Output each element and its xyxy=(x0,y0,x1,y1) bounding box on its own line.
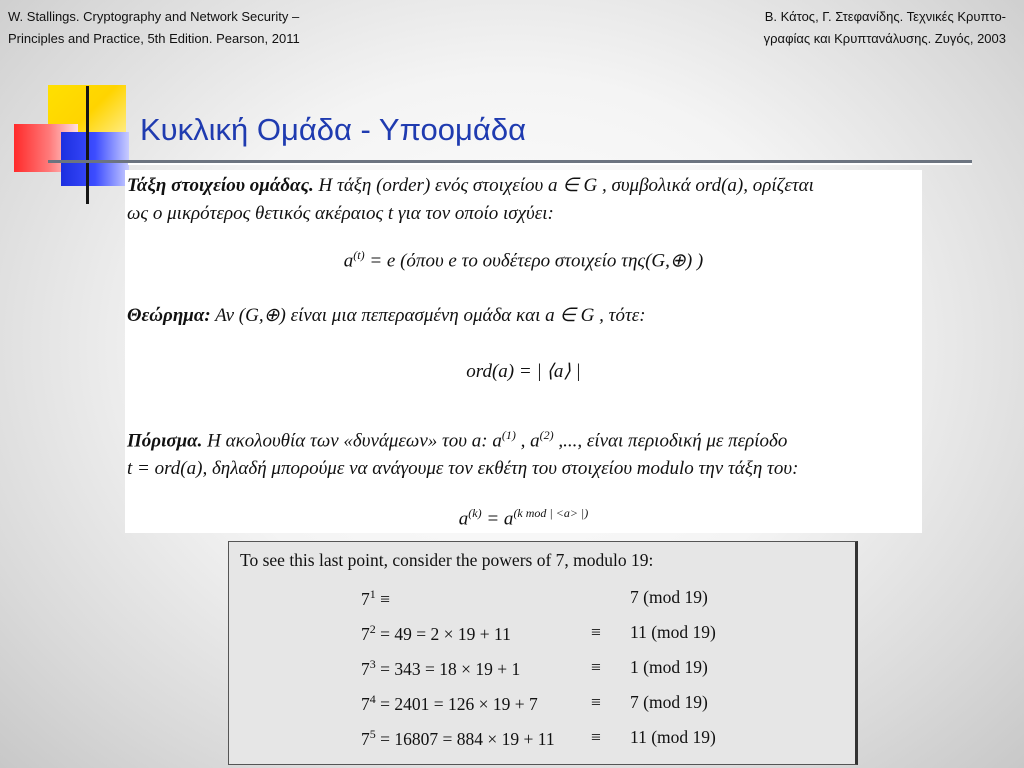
definition-text-part1: Η τάξη (order) ενός στοιχείου a ∈ G , συμβολικά ord(a), ορίζεται xyxy=(313,175,814,196)
row-base: 7 xyxy=(361,693,370,714)
example-row-lhs xyxy=(361,587,390,610)
corollary-term: Πόρισμα. xyxy=(127,430,203,452)
row-lhs-text: = 16807 = 884 × 19 + 11 xyxy=(375,728,555,749)
corollary-exp1: (1) xyxy=(501,428,516,442)
row-rhs: 7 (mod 19) xyxy=(630,587,708,607)
definition-formula-rest: = e (όπου e το ουδέτερο στοιχείο της(G,⊕) ) xyxy=(364,250,704,272)
row-base: 7 xyxy=(361,588,370,609)
theorem-text: Αν (G,⊕) είναι μια πεπερασμένη ομάδα και a ∈ G , τότε: xyxy=(210,305,646,326)
corollary-formula xyxy=(125,506,922,530)
row-rhs: 1 (mod 19) xyxy=(630,657,708,677)
row-base: 7 xyxy=(361,623,370,644)
corollary-formula-exp2: (k mod | <a> |) xyxy=(513,506,589,520)
reference-left-line2: Principles and Practice, 5th Edition. Pearson, 2011 xyxy=(8,31,300,46)
reference-right xyxy=(764,6,1006,50)
corollary-formula-base1: a xyxy=(458,508,469,530)
row-lhs-text: = 49 = 2 × 19 + 11 xyxy=(375,623,511,644)
row-congruence: ≡ xyxy=(591,692,601,712)
row-exp: 4 xyxy=(369,692,376,706)
row-congruence: ≡ xyxy=(591,657,601,677)
example-row-lhs xyxy=(361,622,511,645)
row-rhs: 11 (mod 19) xyxy=(630,727,716,747)
row-lhs-text: ≡ xyxy=(375,588,390,609)
definition-paragraph xyxy=(127,172,917,228)
corollary-exp2: (2) xyxy=(539,428,554,442)
example-box xyxy=(228,541,858,765)
row-rhs: 7 (mod 19) xyxy=(630,692,708,712)
theorem-term: Θεώρημα: xyxy=(127,305,211,326)
theorem-paragraph xyxy=(127,302,917,330)
example-row-lhs xyxy=(361,657,520,680)
example-row xyxy=(229,587,855,615)
row-exp: 5 xyxy=(369,727,376,741)
title-underline-highlight xyxy=(128,163,972,165)
row-lhs-text: = 343 = 18 × 19 + 1 xyxy=(375,658,521,679)
logo-blue-square xyxy=(61,132,129,186)
definition-formula xyxy=(125,248,922,272)
slide-title: Κυκλική Ομάδα - Υποομάδα xyxy=(140,112,527,147)
example-row-lhs xyxy=(361,727,555,750)
example-row-lhs xyxy=(361,692,538,715)
row-base: 7 xyxy=(361,728,370,749)
row-lhs-text: = 2401 = 126 × 19 + 7 xyxy=(375,693,538,714)
reference-right-line2: γραφίας και Κρυπτανάλυσης. Ζυγός, 2003 xyxy=(763,31,1006,46)
logo-vertical-line xyxy=(86,86,89,204)
definition-formula-exp: (t) xyxy=(353,248,365,262)
example-title: To see this last point, consider the powers of 7, modulo 19: xyxy=(240,550,654,570)
definition-formula-base: a xyxy=(343,250,354,272)
corollary-text-part1a: Η ακολουθία των «δυνάμεων» του a: a xyxy=(202,430,502,452)
corollary-formula-exp1: (k) xyxy=(468,506,482,520)
row-exp: 3 xyxy=(369,657,376,671)
theorem-formula: ord(a) = | ⟨a⟩ | xyxy=(466,361,581,382)
corollary-formula-mid: = a xyxy=(481,508,514,530)
reference-right-line1: Β. Κάτος, Γ. Στεφανίδης. Τεχνικές Κρυπτο- xyxy=(764,9,1006,24)
corollary-text-part1c: ,..., είναι περιοδική με περίοδο xyxy=(553,430,788,452)
example-row xyxy=(229,692,855,720)
row-congruence: ≡ xyxy=(591,622,601,642)
definition-text-part2: ως ο μικρότερος θετικός ακέραιος t για τον οποίο ισχύει: xyxy=(127,203,554,224)
definition-term: Τάξη στοιχείου ομάδας. xyxy=(127,175,314,196)
example-row xyxy=(229,622,855,650)
corollary-paragraph xyxy=(127,421,917,483)
corollary-text-part2: t = ord(a), δηλαδή μπορούμε να ανάγουμε τον εκθέτη του στοιχείου modulo την τάξη του: xyxy=(127,458,799,480)
content-panel xyxy=(125,170,922,533)
corollary-text-part1b: , a xyxy=(515,430,540,452)
row-rhs: 11 (mod 19) xyxy=(630,622,716,642)
row-exp: 1 xyxy=(369,587,376,601)
example-row xyxy=(229,657,855,685)
example-row xyxy=(229,727,855,755)
row-exp: 2 xyxy=(369,622,376,636)
reference-left-line1: W. Stallings. Cryptography and Network Security – xyxy=(8,9,300,24)
decorative-logo-icon xyxy=(0,0,140,210)
row-base: 7 xyxy=(361,658,370,679)
row-congruence: ≡ xyxy=(591,727,601,747)
